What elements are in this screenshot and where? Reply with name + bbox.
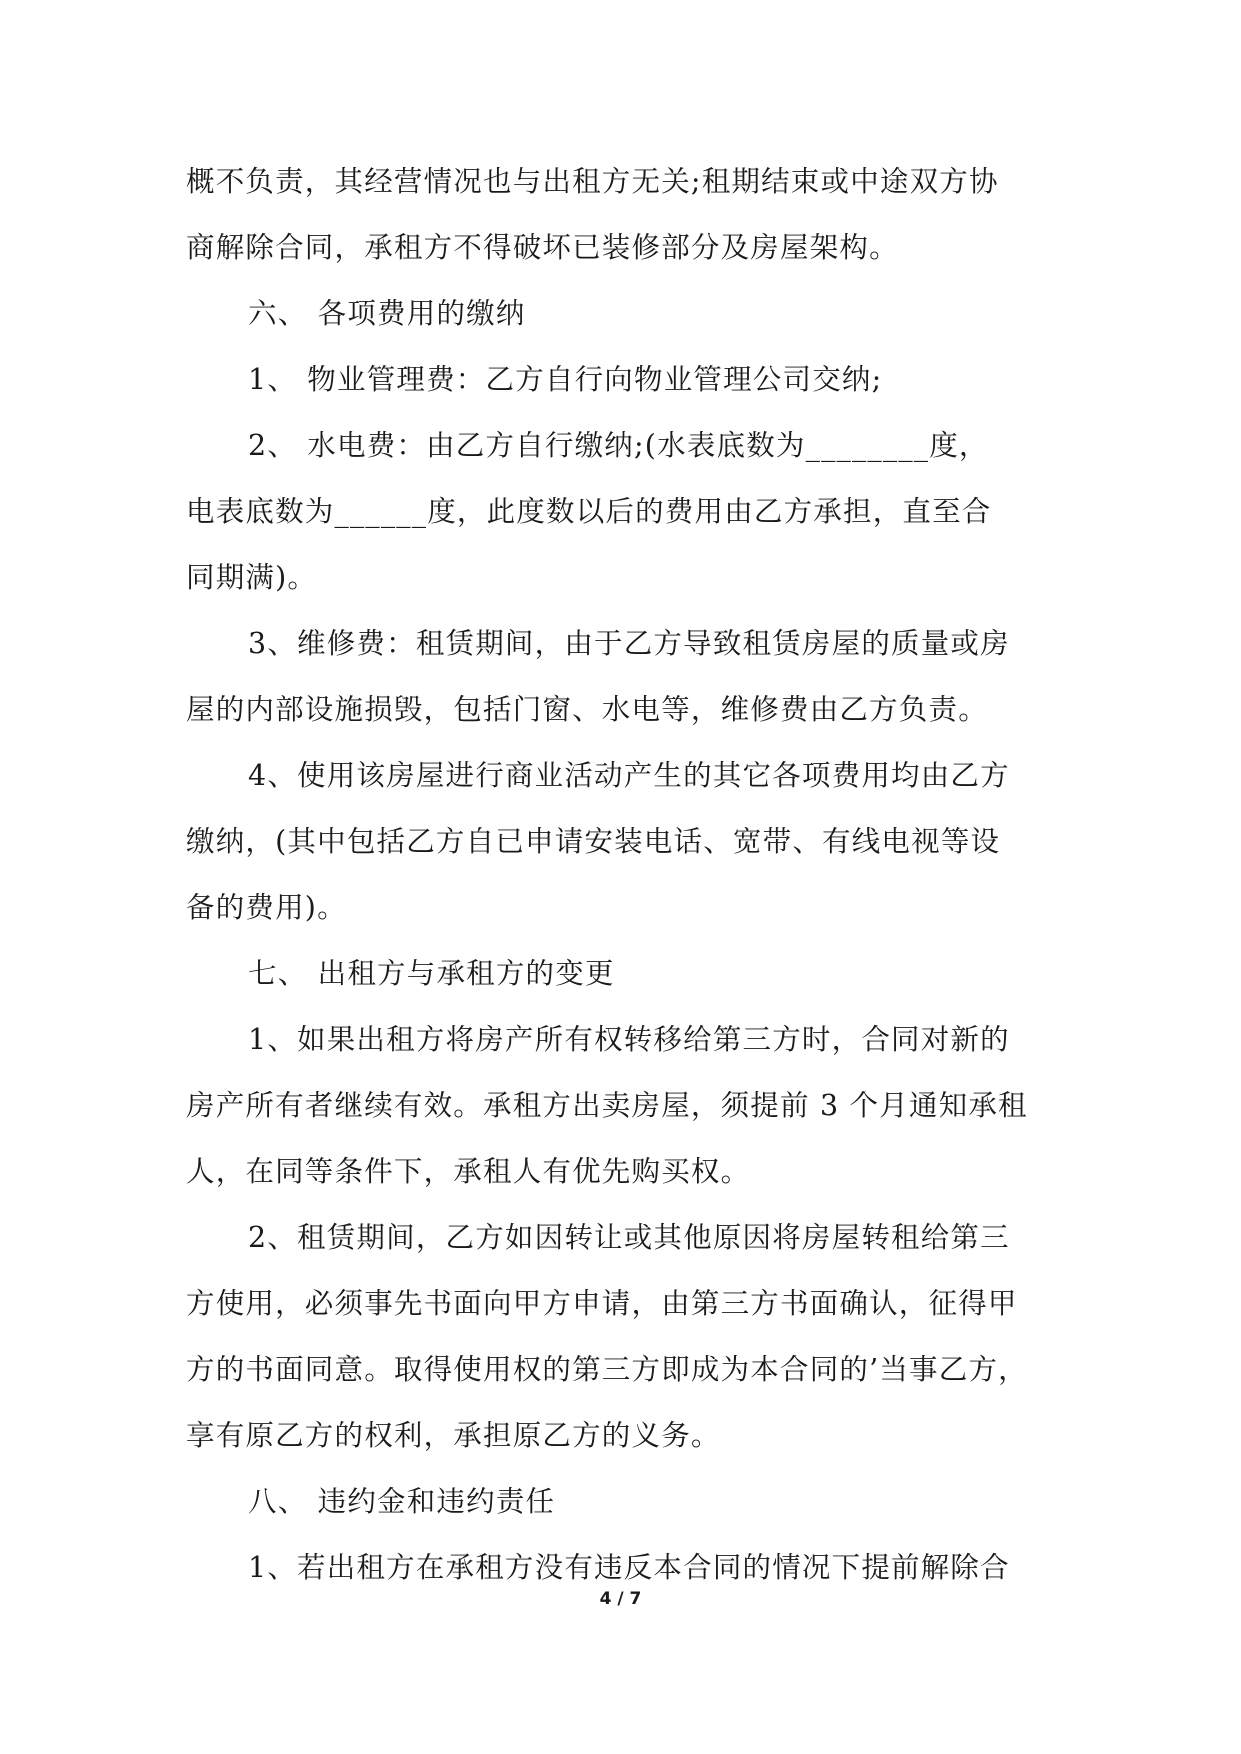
text-line: 1、 物业管理费：乙方自行向物业管理公司交纳;: [248, 363, 883, 396]
text-line: 缴纳，(其中包括乙方自已申请安装电话、宽带、有线电视等设: [186, 825, 1001, 858]
page-number: 4 / 7: [599, 1589, 642, 1609]
text-line: 概不负责，其经营情况也与出租方无关;租期结束或中途双方协: [186, 165, 999, 198]
text-line: 3、维修费：租赁期间，由于乙方导致租赁房屋的质量或房: [248, 627, 1010, 660]
text-line: 人，在同等条件下，承租人有优先购买权。: [186, 1155, 751, 1188]
text-line: 商解除合同，承租方不得破坏已装修部分及房屋架构。: [186, 231, 899, 264]
text-line: 电表底数为______度，此度数以后的费用由乙方承担，直至合: [186, 495, 992, 528]
text-line: 享有原乙方的权利，承担原乙方的义务。: [186, 1419, 721, 1452]
text-line: 屋的内部设施损毁，包括门窗、水电等，维修费由乙方负责。: [186, 693, 988, 726]
text-line: 房产所有者继续有效。承租方出卖房屋，须提前 3 个月通知承租: [186, 1089, 1028, 1122]
text-line: 4、使用该房屋进行商业活动产生的其它各项费用均由乙方: [248, 759, 1010, 792]
text-line: 方的书面同意。取得使用权的第三方即成为本合同的’当事乙方，: [186, 1353, 1028, 1386]
text-line: 1、如果出租方将房产所有权转移给第三方时，合同对新的: [248, 1023, 1010, 1056]
text-line: 备的费用)。: [186, 891, 347, 924]
text-line: 1、若出租方在承租方没有违反本合同的情况下提前解除合: [248, 1551, 1010, 1584]
text-line: 2、租赁期间，乙方如因转让或其他原因将房屋转租给第三: [248, 1221, 1010, 1254]
section-heading: 六、 各项费用的缴纳: [248, 297, 526, 330]
text-line: 同期满)。: [186, 561, 318, 594]
text-line: 方使用，必须事先书面向甲方申请，由第三方书面确认，征得甲: [186, 1287, 1018, 1320]
section-heading: 七、 出租方与承租方的变更: [248, 957, 615, 990]
text-line: 2、 水电费：由乙方自行缴纳;(水表底数为________度，: [248, 429, 989, 462]
section-heading: 八、 违约金和违约责任: [248, 1485, 556, 1518]
